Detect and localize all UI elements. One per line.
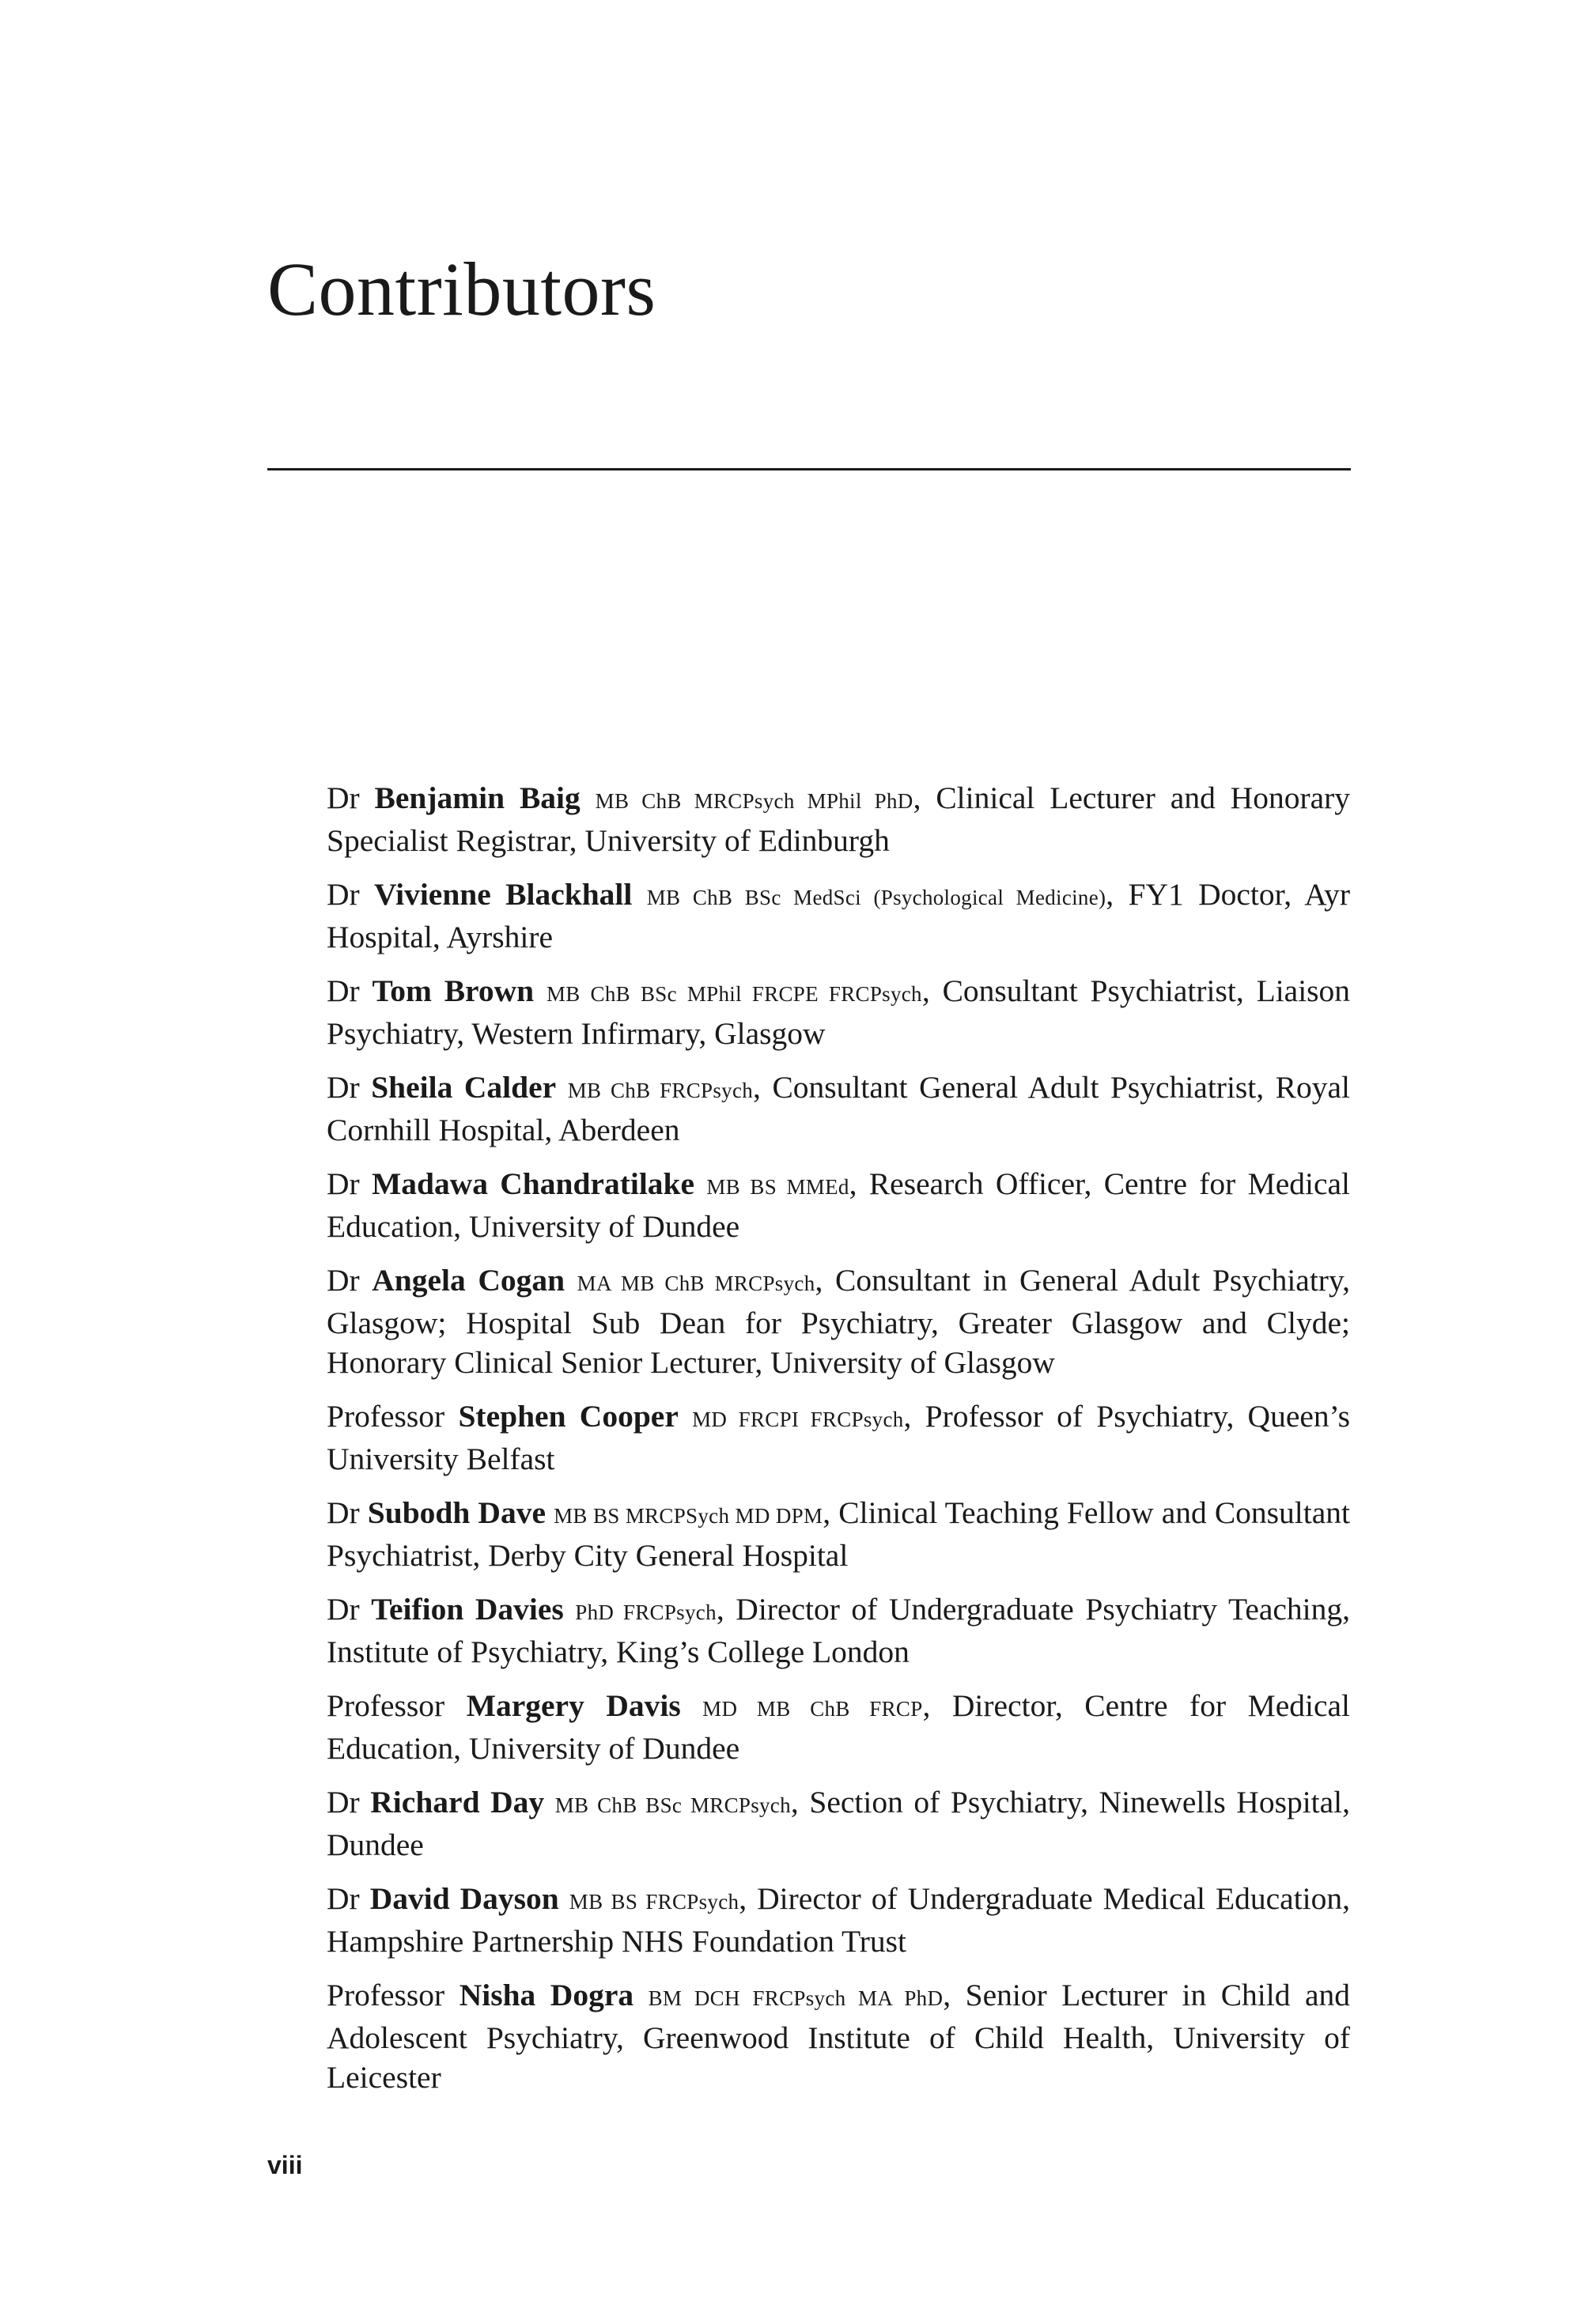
contributor-entry: Dr Madawa Chandratilake MB BS MMEd, Research Officer, Centre for Medical Education, University of Dundee [327, 1166, 1350, 1244]
title-divider [267, 468, 1351, 470]
contributor-role: Senior Lecturer in Child and Adolescent Psychiatry, Greenwood Institute of Child Health, University of Leicester [327, 1978, 1351, 2095]
contributor-entry: Dr David Dayson MB BS FRCPsych, Director of Undergraduate Medical Education, Hampshire Partnership NHS Foundation Trust [327, 1881, 1351, 1959]
contributor-title: Dr [327, 1592, 360, 1627]
contributors-list [327, 778, 1350, 2111]
contributor-qualifications: MD FRCPI FRCPsych [692, 1408, 904, 1431]
contributor-qualifications: BM DCH FRCPsych MA PhD [648, 1986, 944, 2010]
contributor-title: Dr [327, 1495, 360, 1530]
contributor-role: Director, Centre for Medical Education, University of Dundee [327, 1688, 1351, 1766]
contributor-title: Professor [327, 1688, 445, 1723]
contributor-entry: Dr Vivienne Blackhall MB ChB BSc MedSci (Psychological Medicine), FY1 Doctor, Ayr Hospital, Ayrshire [327, 877, 1351, 954]
contributor-title: Dr [327, 1166, 360, 1201]
contributor-entry: Dr Tom Brown MB ChB BSc MPhil FRCPE FRCPsych, Consultant Psychiatrist, Liaison Psychiatry, Western Infirmary, Glasgow [327, 973, 1351, 1051]
contributor-name: Vivienne Blackhall [374, 877, 633, 912]
contributor-role: Research Officer, Centre for Medical Education, University of Dundee [327, 1166, 1350, 1244]
contributor-name: Margery Davis [466, 1688, 681, 1723]
contributor-name: Subodh Dave [367, 1495, 546, 1530]
contributor-role: FY1 Doctor, Ayr Hospital, Ayrshire [327, 877, 1351, 954]
contributor-title: Professor [327, 1978, 445, 2012]
contributor-title: Dr [327, 973, 360, 1008]
contributor-qualifications: MB BS MRCPSych MD DPM [554, 1504, 823, 1528]
contributor-role: Consultant in General Adult Psychiatry, Glasgow; Hospital Sub Dean for Psychiatry, Greater Glasgow and Clyde; Honorary Clinical Senior Lecturer, University of Glasgow [327, 1263, 1351, 1380]
contributor-entry: Dr Benjamin Baig MB ChB MRCPsych MPhil PhD, Clinical Lecturer and Honorary Specialist Registrar, University of Edinburgh [327, 780, 1351, 858]
contributor-qualifications: MB ChB BSc MPhil FRCPE FRCPsych [546, 982, 922, 1006]
contributor-entry: Professor Margery Davis MD MB ChB FRCP, Director, Centre for Medical Education, University of Dundee [327, 1688, 1351, 1766]
contributor-role: Section of Psychiatry, Ninewells Hospital, Dundee [327, 1785, 1351, 1862]
contributor-name: Angela Cogan [372, 1263, 565, 1298]
contributor-title: Dr [327, 780, 360, 815]
contributor-entry: Dr Subodh Dave MB BS MRCPSych MD DPM, Clinical Teaching Fellow and Consultant Psychiatrist, Derby City General Hospital [327, 1495, 1351, 1573]
page-number: viii [267, 2151, 303, 2179]
contributor-qualifications: MB BS FRCPsych [569, 1890, 739, 1914]
contributor-name: Nisha Dogra [459, 1978, 634, 2012]
contributor-name: Tom Brown [372, 973, 535, 1008]
contributor-title: Dr [327, 877, 360, 912]
contributor-name: Stephen Cooper [458, 1399, 679, 1434]
contributor-qualifications: MB ChB BSc MRCPsych [554, 1793, 791, 1817]
contributor-entry: Dr Sheila Calder MB ChB FRCPsych, Consultant General Adult Psychiatrist, Royal Cornhill Hospital, Aberdeen [327, 1070, 1351, 1147]
contributor-name: Richard Day [370, 1785, 545, 1820]
contributor-entry: Professor Stephen Cooper MD FRCPI FRCPsych, Professor of Psychiatry, Queen’s University Belfast [327, 1399, 1350, 1476]
contributor-entry: Dr Teifion Davies PhD FRCPsych, Director of Undergraduate Psychiatry Teaching, Institute of Psychiatry, King’s College London [327, 1592, 1351, 1669]
contributor-role: Director of Undergraduate Medical Education, Hampshire Partnership NHS Foundation Trust [327, 1881, 1351, 1959]
contributor-qualifications: MA MB ChB MRCPsych [577, 1272, 815, 1295]
contributor-qualifications: MB ChB FRCPsych [567, 1079, 754, 1102]
page-title: Contributors [267, 247, 656, 331]
contributor-role: Clinical Teaching Fellow and Consultant Psychiatrist, Derby City General Hospital [327, 1495, 1351, 1573]
contributor-qualifications: MB ChB BSc MedSci (Psychological Medicine) [646, 886, 1106, 909]
contributor-qualifications: MD MB ChB FRCP [702, 1697, 923, 1721]
contributor-title: Dr [327, 1070, 360, 1105]
contributor-entry: Dr Angela Cogan MA MB ChB MRCPsych, Consultant in General Adult Psychiatry, Glasgow; Hospital Sub Dean for Psychiatry, Greater Glasgow and Clyde; Honorary Clinical Senior Lecturer, University of Glasgow [327, 1263, 1351, 1380]
contributor-title: Dr [327, 1881, 360, 1916]
contributor-name: Benjamin Baig [374, 780, 581, 815]
contributor-title: Dr [327, 1785, 360, 1820]
contributor-role: Clinical Lecturer and Honorary Specialist Registrar, University of Edinburgh [327, 780, 1351, 858]
contributor-name: Madawa Chandratilake [371, 1166, 695, 1201]
contributor-entry: Dr Richard Day MB ChB BSc MRCPsych, Section of Psychiatry, Ninewells Hospital, Dundee [327, 1785, 1351, 1862]
contributor-role: Consultant Psychiatrist, Liaison Psychiatry, Western Infirmary, Glasgow [327, 973, 1351, 1051]
contributor-qualifications: PhD FRCPsych [575, 1600, 717, 1624]
contributor-role: Director of Undergraduate Psychiatry Teaching, Institute of Psychiatry, King’s College London [327, 1592, 1351, 1669]
contributor-title: Professor [327, 1399, 445, 1434]
contributor-name: Teifion Davies [371, 1592, 564, 1627]
contributor-entry: Professor Nisha Dogra BM DCH FRCPsych MA PhD, Senior Lecturer in Child and Adolescent Psychiatry, Greenwood Institute of Child Health, University of Leicester [327, 1978, 1351, 2095]
contributor-role: Consultant General Adult Psychiatrist, Royal Cornhill Hospital, Aberdeen [327, 1070, 1351, 1147]
contributor-role: Professor of Psychiatry, Queen’s University Belfast [327, 1399, 1350, 1476]
contributor-name: David Dayson [369, 1881, 559, 1916]
contributor-title: Dr [327, 1263, 360, 1298]
contributor-name: Sheila Calder [371, 1070, 557, 1105]
contributor-qualifications: MB ChB MRCPsych MPhil PhD [595, 789, 913, 813]
contributor-qualifications: MB BS MMEd [706, 1175, 849, 1199]
